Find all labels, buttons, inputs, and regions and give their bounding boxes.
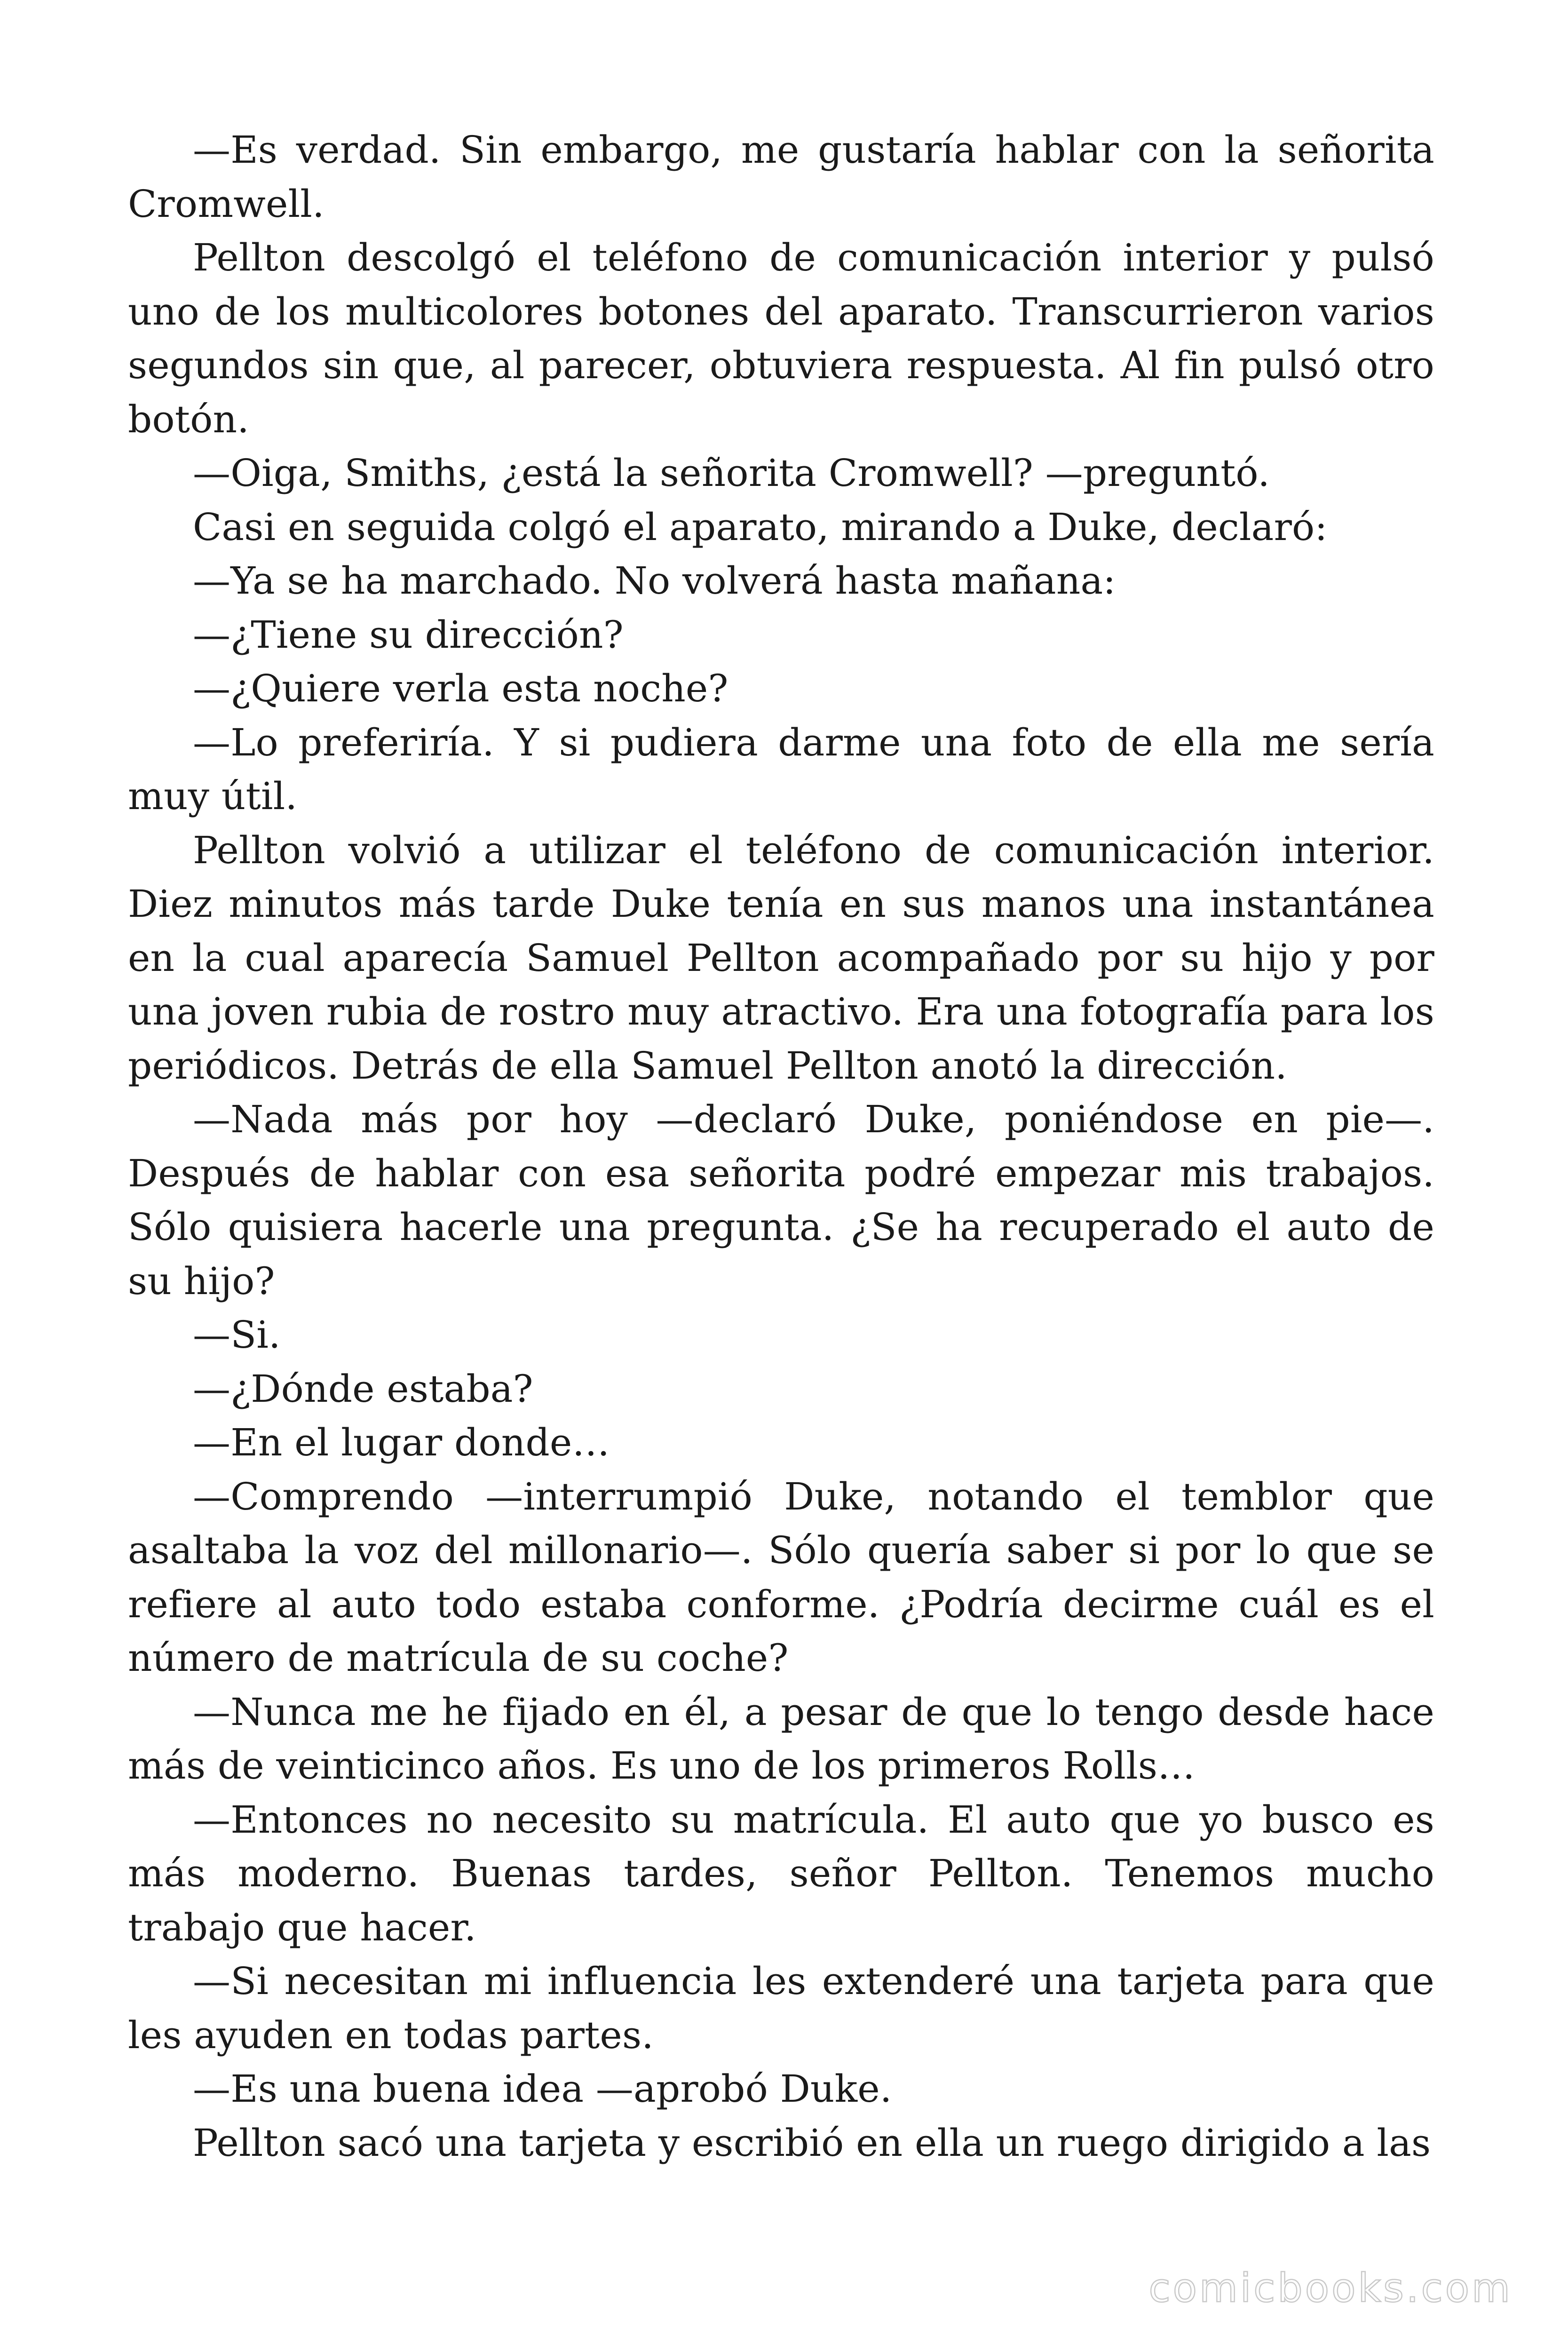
paragraph: Pellton volvió a utilizar el teléfono de comunicación interior. Diez minutos más tarde Duke tenía en sus manos una instantánea en la cual aparecía Samuel Pellton acompañado por su hijo y por una joven rubia de rostro muy atractivo. Era una fotografía para los periódicos. Detrás de ella Samuel Pellton anotó la dirección. bbox=[128, 828, 1434, 1088]
paragraph: —Nunca me he fijado en él, a pesar de que lo tengo desde hace más de veinticinco años. Es uno de los primeros Rolls… bbox=[128, 1690, 1434, 1788]
paragraph: —Nada más por hoy —declaró Duke, poniéndose en pie—. Después de hablar con esa señorita podré empezar mis trabajos. Sólo quisiera hacerle una pregunta. ¿Se ha recuperado el auto de su hijo? bbox=[128, 1097, 1434, 1303]
paragraph: —¿Quiere verla esta noche? bbox=[193, 667, 729, 710]
paragraph: —Oiga, Smiths, ¿está la señorita Cromwell? —preguntó. bbox=[193, 451, 1270, 495]
paragraph: Pellton sacó una tarjeta y escribió en ella un ruego dirigido a las bbox=[193, 2121, 1431, 2165]
paragraph: —Comprendo —interrumpió Duke, notando el temblor que asaltaba la voz del millonario—. Sólo quería saber si por lo que se refiere al auto todo estaba conforme. ¿Podría decirme cuál es el número de matrícula de su coche? bbox=[128, 1474, 1434, 1680]
paragraph: —Ya se ha marchado. No volverá hasta mañana: bbox=[193, 559, 1116, 603]
paragraph: —Si. bbox=[193, 1313, 281, 1357]
paragraph: —Entonces no necesito su matrícula. El auto que yo busco es más moderno. Buenas tardes, señor Pellton. Tenemos mucho trabajo que hacer. bbox=[128, 1797, 1434, 1949]
paragraph: —¿Dónde estaba? bbox=[193, 1367, 533, 1411]
paragraph: —¿Tiene su dirección? bbox=[193, 612, 624, 657]
paragraph: —Si necesitan mi influencia les extenderé una tarjeta para que les ayuden en todas partes. bbox=[128, 1959, 1434, 2057]
paragraph: Pellton descolgó el teléfono de comunicación interior y pulsó uno de los multicolores botones del aparato. Transcurrieron varios segundos sin que, al parecer, obtuviera respuesta. Al fin pulsó otro botón. bbox=[128, 236, 1434, 441]
paragraph: —Es una buena idea —aprobó Duke. bbox=[193, 2067, 892, 2111]
paragraph: —Es verdad. Sin embargo, me gustaría hablar con la señorita Cromwell. bbox=[128, 128, 1434, 226]
paragraph: —En el lugar donde… bbox=[193, 1421, 610, 1464]
page-body-text bbox=[128, 123, 1434, 2170]
watermark: comicbooks.com bbox=[1148, 2265, 1513, 2311]
paragraph: Casi en seguida colgó el aparato, mirando a Duke, declaró: bbox=[193, 505, 1328, 549]
paragraph: —Lo preferiría. Y si pudiera darme una foto de ella me sería muy útil. bbox=[128, 720, 1434, 818]
